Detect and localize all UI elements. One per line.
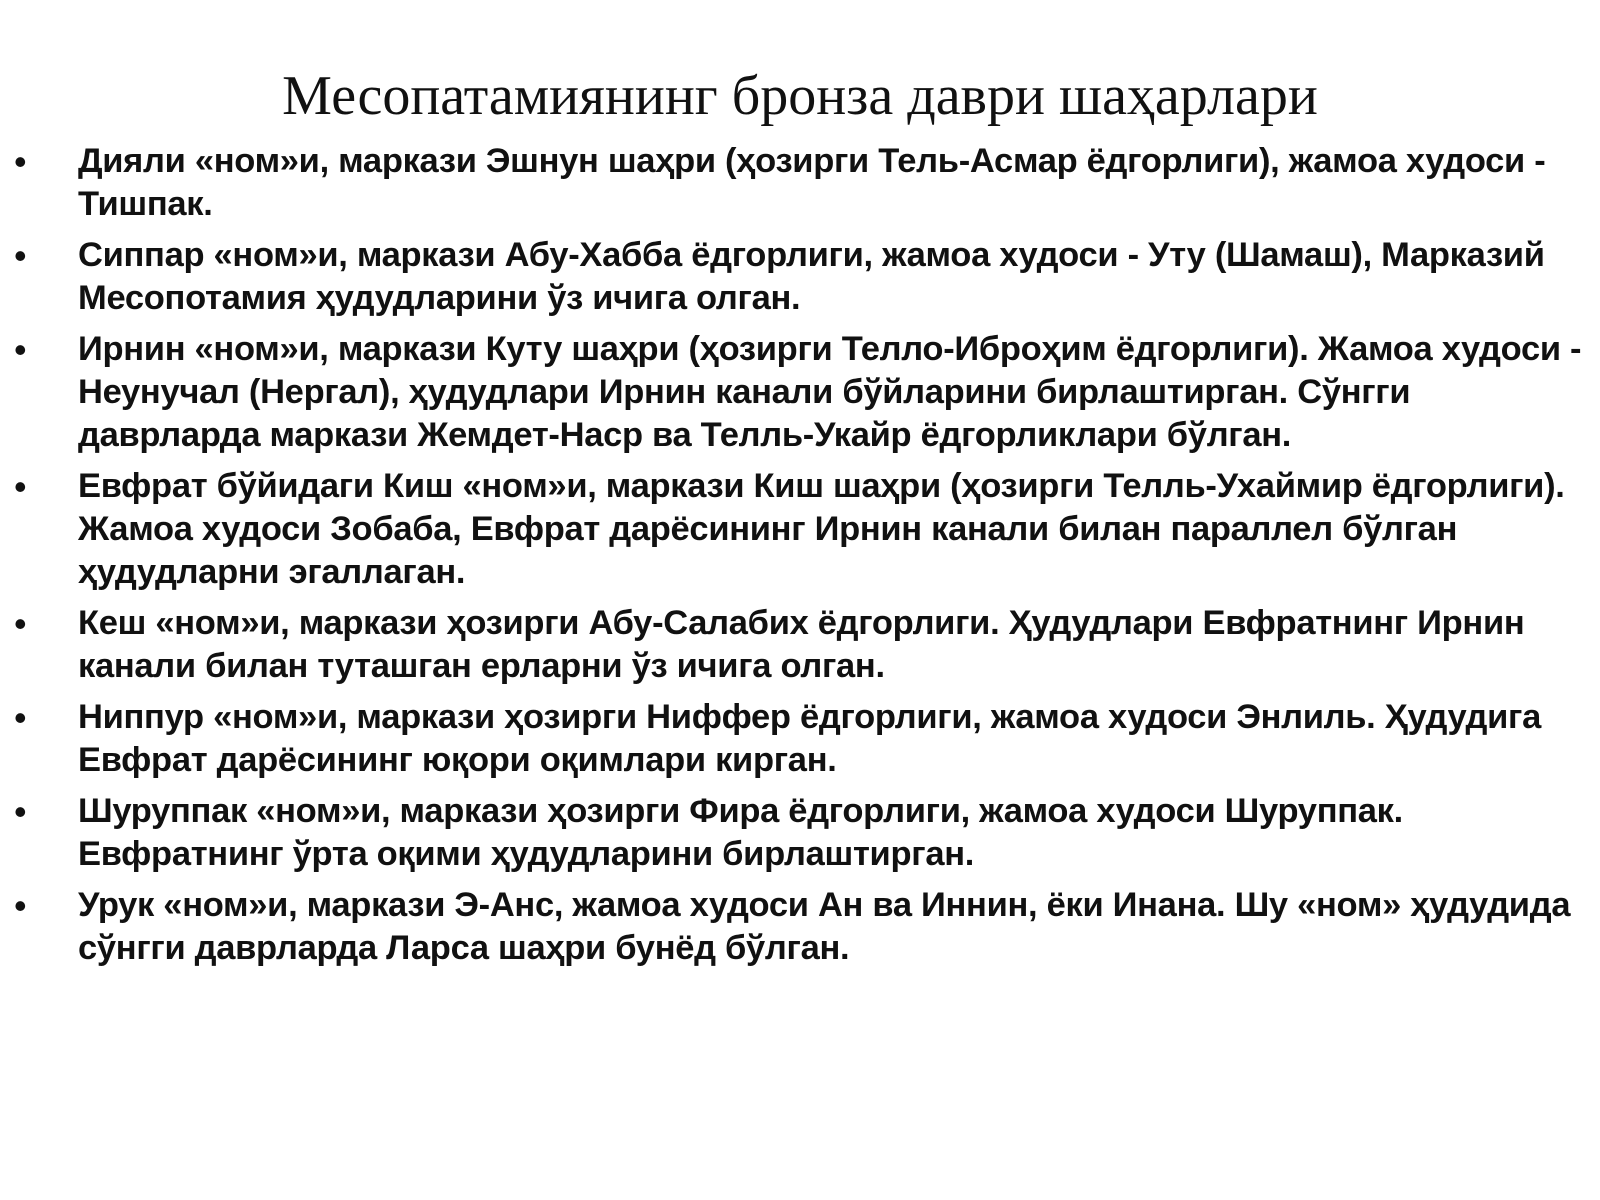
list-item-text: Ирнин «ном»и, маркази Куту шаҳри (ҳозирги Телло-Иброҳим ёдгорлиги). Жамоа худоси - Неунучал (Нергал), ҳудудлари Ирнин канали бўйларини бирлаштирган. Сўнгги даврларда маркази Жемдет-Наср ва Телль-Укайр ёдгорликлари бўлган.	[78, 330, 1582, 454]
list-item	[0, 790, 1600, 876]
list-item	[0, 602, 1600, 688]
list-item	[0, 328, 1600, 457]
list-item	[0, 465, 1600, 594]
list-item	[0, 884, 1600, 970]
list-item-text: Урук «ном»и, маркази Э-Анс, жамоа худоси Ан ва Иннин, ёки Инана. Шу «ном» ҳудудида сўнгги даврларда Ларса шаҳри бунёд бўлган.	[78, 886, 1571, 967]
bullet-icon: •	[14, 791, 27, 832]
bullet-list	[0, 140, 1600, 978]
list-item-text: Ниппур «ном»и, маркази ҳозирги Ниффер ёдгорлиги, жамоа худоси Энлиль. Ҳудудига Евфрат дарёсининг юқори оқимлари кирган.	[78, 698, 1541, 779]
bullet-icon: •	[14, 329, 27, 370]
bullet-icon: •	[14, 466, 27, 507]
slide-title: Месопатамиянинг бронза даври шаҳарлари	[282, 65, 1318, 127]
list-item	[0, 696, 1600, 782]
list-item	[0, 140, 1600, 226]
bullet-icon: •	[14, 885, 27, 926]
list-item-text: Евфрат бўйидаги Киш «ном»и, маркази Киш шаҳри (ҳозирги Телль-Ухаймир ёдгорлиги). Жамоа худоси Зобаба, Евфрат дарёсининг Ирнин канали билан параллел бўлган ҳудудларни эгаллаган.	[78, 467, 1565, 591]
list-item-text: Дияли «ном»и, маркази Эшнун шаҳри (ҳозирги Тель-Асмар ёдгорлиги), жамоа худоси - Тишпак.	[78, 142, 1546, 223]
bullet-icon: •	[14, 697, 27, 738]
bullet-icon: •	[14, 141, 27, 182]
bullet-icon: •	[14, 603, 27, 644]
list-item-text: Кеш «ном»и, маркази ҳозирги Абу-Салабих ёдгорлиги. Ҳудудлари Евфратнинг Ирнин канали билан туташган ерларни ўз ичига олган.	[78, 604, 1525, 685]
list-item-text: Сиппар «ном»и, маркази Абу-Хабба ёдгорлиги, жамоа худоси - Уту (Шамаш), Марказий Месопотамия ҳудудларини ўз ичига олган.	[78, 236, 1545, 317]
bullet-icon: •	[14, 235, 27, 276]
list-item-text: Шуруппак «ном»и, маркази ҳозирги Фира ёдгорлиги, жамоа худоси Шуруппак. Евфратнинг ўрта оқими ҳудудларини бирлаштирган.	[78, 792, 1403, 873]
list-item	[0, 234, 1600, 320]
